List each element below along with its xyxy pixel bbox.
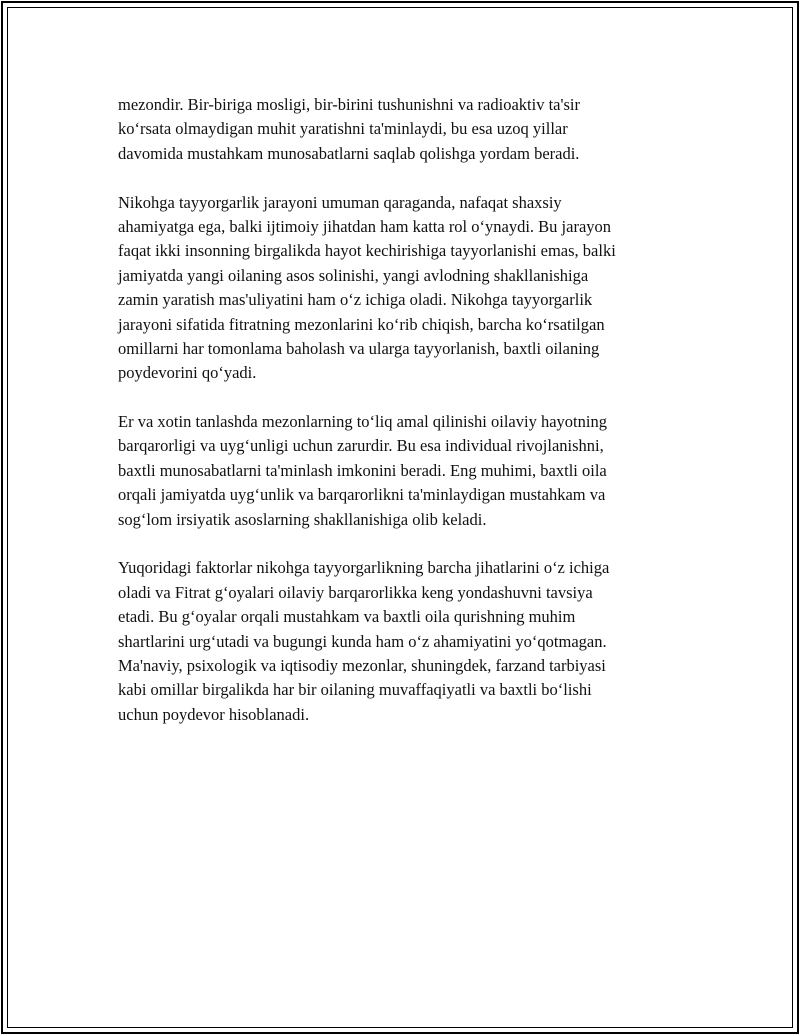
text-line: zamin yaratish mas'uliyatini ham o‘z ichiga oladi. Nikohga tayyorgarlik (118, 290, 593, 310)
text-line: ahamiyatga ega, balki ijtimoiy jihatdan ham katta rol o‘ynaydi. Bu jarayon (118, 216, 612, 236)
text-line: Yuqoridagi faktorlar nikohga tayyorgarlikning barcha jihatlarini o‘z ichiga (118, 558, 610, 578)
text-line: shartlarini urg‘utadi va bugungi kunda ham o‘z ahamiyatini yo‘qotmagan. (118, 631, 607, 651)
paragraph-1 (118, 93, 718, 166)
text-line: baxtli munosabatlarni ta'minlash imkonini beradi. Eng muhimi, baxtli oila (118, 460, 607, 480)
text-line: Er va xotin tanlashda mezonlarning to‘liq amal qilinishi oilaviy hayotning (118, 412, 607, 432)
text-line: sog‘lom irsiyatik asoslarning shakllanishiga olib keladi. (118, 509, 487, 529)
paragraph-4 (118, 556, 718, 727)
text-line: omillarni har tomonlama baholash va ularga tayyorlanish, baxtli oilaning (118, 338, 600, 358)
text-line: davomida mustahkam munosabatlarni saqlab qolishga yordam beradi. (118, 143, 580, 163)
text-line: etadi. Bu g‘oyalar orqali mustahkam va baxtli oila qurishning muhim (118, 607, 576, 627)
text-line: ko‘rsata olmaydigan muhit yaratishni ta'minlaydi, bu esa uzoq yillar (118, 119, 568, 139)
text-line: poydevorini qo‘yadi. (118, 363, 257, 383)
paragraph-3 (118, 410, 718, 532)
text-line: oladi va Fitrat g‘oyalari oilaviy barqarorlikka keng yondashuvni tavsiya (118, 582, 593, 602)
text-line: mezondir. Bir-biriga mosligi, bir-birini tushunishni va radioaktiv ta'sir (118, 95, 580, 114)
text-line: faqat ikki insonning birgalikda hayot kechirishiga tayyorlanishi emas, balki (118, 241, 616, 261)
text-line: jamiyatda yangi oilaning asos solinishi, yangi avlodning shakllanishiga (118, 265, 589, 285)
text-line: Nikohga tayyorgarlik jarayoni umuman qaraganda, nafaqat shaxsiy (118, 192, 562, 212)
text-line: kabi omillar birgalikda har bir oilaning muvaffaqiyatli va baxtli bo‘lishi (118, 680, 592, 700)
document-body (118, 93, 718, 752)
text-line: orqali jamiyatda uyg‘unlik va barqarorlikni ta'minlaydigan mustahkam va (118, 485, 606, 505)
text-line: jarayoni sifatida fitratning mezonlarini ko‘rib chiqish, barcha ko‘rsatilgan (118, 314, 605, 334)
paragraph-2 (118, 191, 718, 386)
text-line: Ma'naviy, psixologik va iqtisodiy mezonlar, shuningdek, farzand tarbiyasi (118, 655, 606, 675)
text-line: uchun poydevor hisoblanadi. (118, 704, 310, 724)
text-line: barqarorligi va uyg‘unligi uchun zarurdir. Bu esa individual rivojlanishni, (118, 436, 604, 456)
